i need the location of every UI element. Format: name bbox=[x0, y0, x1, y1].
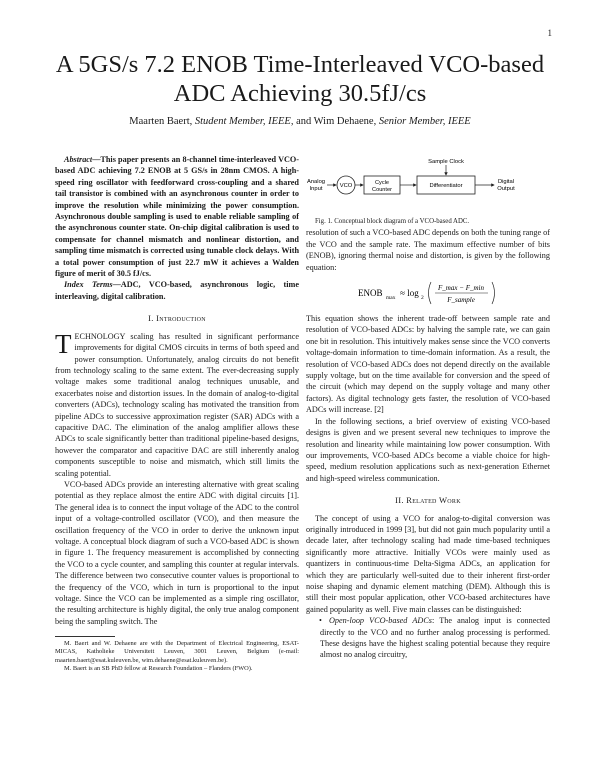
author-line bbox=[40, 116, 560, 127]
eq-log-base: 2 bbox=[421, 295, 424, 302]
cycle-counter-label-2: Counter bbox=[372, 187, 392, 193]
index-terms-text: —ADC, VCO-based, asynchronous logic, time interleaving, digital calibration. bbox=[55, 280, 299, 301]
figure-1-diagram bbox=[306, 154, 550, 216]
sample-clock-label: Sample Clock bbox=[428, 159, 464, 165]
author-1: Maarten Baert, bbox=[129, 116, 193, 127]
footnote-fellowship: M. Baert is an SB PhD fellow at Research Foundation – Flanders (FWO). bbox=[64, 664, 253, 672]
equation-svg bbox=[353, 279, 503, 307]
footnote-affiliation: M. Baert and W. Dehaene are with the Department of Electrical Engineering, ESAT-MICAS, Katholieke Universiteit Leuven, 3001 Leuven, Belgium (e-mail: maarten.baert@esat.kuleuven.be, wim.dehaene@esat.kuleuven.be). bbox=[55, 640, 299, 664]
digital-output-label-2: Output bbox=[497, 186, 515, 192]
intro-paragraph-1 bbox=[55, 328, 299, 479]
eq-paren-left bbox=[429, 282, 432, 304]
digital-output-label-1: Digital bbox=[497, 179, 515, 185]
drop-cap: T bbox=[55, 328, 72, 359]
analog-input-label-2: Input bbox=[309, 186, 323, 192]
page-number: 1 bbox=[547, 28, 552, 38]
author-2: and Wim Dehaene, bbox=[296, 116, 377, 127]
cycle-counter-label-1: Cycle bbox=[375, 180, 389, 186]
section-heading-intro: I. Introduction bbox=[148, 313, 206, 324]
eq-lhs-subscript: max bbox=[386, 295, 396, 302]
vco-label: VCO bbox=[339, 183, 353, 189]
differentiator-label: Differentiator bbox=[429, 183, 463, 189]
abstract bbox=[55, 154, 299, 279]
bullet-label: Open-loop VCO-based ADCs bbox=[329, 616, 432, 626]
right-column bbox=[306, 154, 550, 661]
abstract-label: Abstract bbox=[64, 155, 93, 164]
eq-numerator: F_max − F_min bbox=[438, 284, 484, 293]
bullet-open-loop bbox=[306, 615, 550, 661]
paper-title: A 5GS/s 7.2 ENOB Time-Interleaved VCO-based ADC Achieving 30.5fJ/cs bbox=[55, 51, 545, 107]
eq-paren-right bbox=[492, 282, 495, 304]
left-column bbox=[55, 154, 299, 673]
figure-1-caption: Fig. 1. Conceptual block diagram of a VCO-based ADC. bbox=[315, 218, 470, 225]
footnote-divider bbox=[55, 636, 115, 637]
eq-denominator: F_sample bbox=[447, 296, 475, 305]
intro-paragraph-1-text: ECHNOLOGY scaling has resulted in significant performance improvements for digital CMOS circuits in terms of both speed and power consumption. Unfortunately, analog circuits do not benefit from technology scaling to the same extent. The ever-decreasing supply voltage makes some traditional analog techniques unusable, and exacerbates noise and distortion issues. In the domain of analog-to-digital converters (ADCs), technology scaling has motivated the transition from pipeline ADCs to successive approximation register (SAR) ADCs with a capacitive DAC. The elimination of the analog amplifier allows these ADCs to scale significantly better than traditional pipeline-based designs, however the comparator and capacitive DAC are still inherently analog components susceptible to noise and mismatch, which still limits the scaling potential. bbox=[55, 331, 299, 478]
index-terms bbox=[55, 279, 299, 302]
analog-input-label-1: Analog bbox=[306, 179, 326, 185]
abstract-text: —This paper presents an 8-channel time-interleaved VCO-based ADC achieving 7.2 ENOB at 5 GS/s in 28nm CMOS. A high-speed ring oscillator with feedforward cross-coupling and a shared tail transistor is combined with an asynchronous counter in order to improve the resolution while minimizing the power consumption. Asynchronous double sampling is used to enable reliable sampling of the asynchronous counter state. On-chip digital calibration is used to compensate for channel mismatch and nonlinear distortion, and sampling time mismatch is corrected using tunable clock delays. With a total power consumption of just 22.7 mW it achieves a Walden figure of merit of 30.5 fJ/cs. bbox=[55, 155, 299, 279]
author-1-role: Student Member, IEEE, bbox=[194, 116, 294, 127]
right-paragraph-2: This equation shows the inherent trade-off between sample rate and resolution of VCO-based ADCs: by halving the sample rate, we can gain one bit in resolution. This intuitively makes sense since the VCO converts voltage-domain information to time-domain information. As a result, the resolution of VCO-based ADCs does not depend directly on the available supply voltage, but on the time available for conversion and the speed of the circuit (which may depend on the supply voltage and many other factors). As digital technology gets faster, the resolution of VCO-based ADCs will increase. [2] bbox=[306, 314, 550, 415]
eq-lhs: ENOB bbox=[358, 288, 383, 299]
block-diagram-svg bbox=[306, 154, 550, 216]
eq-approx-log: ≈ log bbox=[400, 288, 419, 299]
section-heading-related: II. Related Work bbox=[395, 495, 461, 506]
enob-equation bbox=[306, 279, 550, 307]
intro-paragraph-2: VCO-based ADCs provide an interesting alternative with great scaling potential as they replace almost the entire ADC with digital circuits [1]. The general idea is to connect the input voltage of the ADC to the control input of a voltage-controlled oscillator (VCO), and then measure the oscillation frequency of the VCO in order to derive the unknown input voltage. A conceptual block diagram of such a VCO-based ADC is shown in figure 1. The frequency measurement is accomplished by connecting the VCO to a cycle counter, and sampling this counter at regular intervals. The difference between two consecutive counter values is proportional to the frequency of the VCO, which in turn is proportional to the input voltage. Since the VCO can be implemented as a simple ring oscillator, the resulting architecture is highly digital, the only true analog component being the sampling switch. The bbox=[55, 479, 299, 626]
author-2-role: Senior Member, IEEE bbox=[378, 116, 471, 127]
right-paragraph-3: In the following sections, a brief overview of existing VCO-based designs is given and we present several new techniques to improve the resolution and linearity while maintaining low power consumption. With our improvements, VCO-based ADCs become a viable choice for high-speed, medium resolution applications such as next-generation Ethernet and high-speed wireless communication. bbox=[306, 416, 550, 483]
bullet-text: : The analog input is connected directly to the VCO and no further analog processing is performed. These designs have the highest scaling potential because they require almost no analog circuitry, bbox=[320, 616, 550, 660]
index-terms-label: Index Terms bbox=[64, 280, 113, 290]
right-paragraph-1: resolution of such a VCO-based ADC depends on both the tuning range of the VCO and the sample rate. The maximum effective number of bits (ENOB), ignoring thermal noise and distortion, is given by the following equation: bbox=[306, 228, 550, 272]
related-paragraph-1: The concept of using a VCO for analog-to-digital conversion was originally introduced in 1999 [3], but did not gain much popularity until a decade later, after technology scaling had made time-based techniques significantly more attractive. Initially VCOs were mainly used as quantizers in continuous-time Delta-Sigma ADCs, an application for which they are particularly well-suited due to their inherent first-order noise shaping and dynamic element matching (DEM). Although this is still their most popular application, other VCO-based architectures have gained popularity as well. Five main classes can be distinguished: bbox=[306, 513, 550, 614]
